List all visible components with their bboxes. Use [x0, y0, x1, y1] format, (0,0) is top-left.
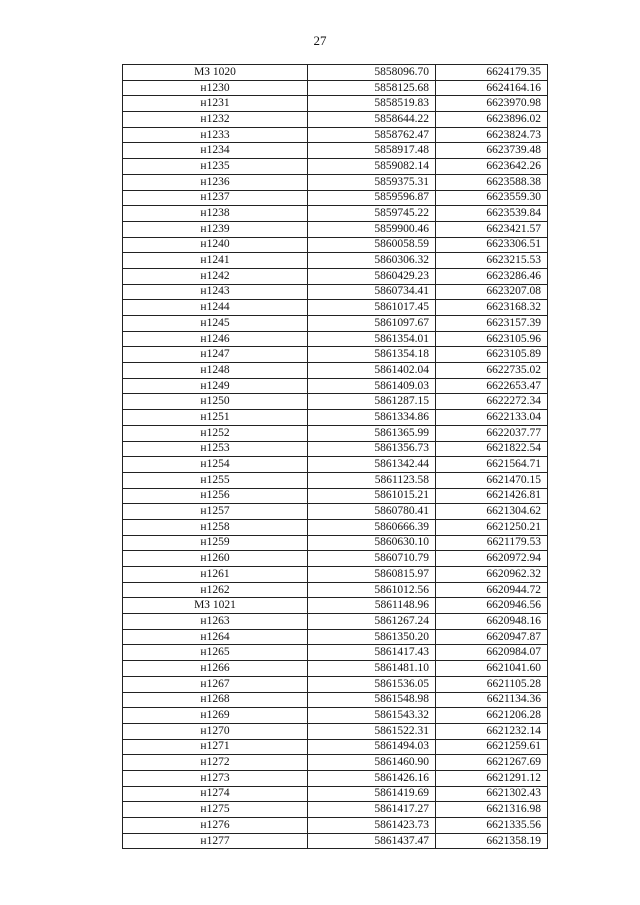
x-coordinate-cell: 5861342.44 [308, 457, 436, 473]
x-coordinate-cell: 5861148.96 [308, 598, 436, 614]
table-row [123, 629, 548, 645]
y-coordinate-cell: 6622272.34 [436, 394, 548, 410]
table-row [123, 488, 548, 504]
table-row [123, 723, 548, 739]
point-name-cell: н1238 [123, 206, 308, 222]
y-coordinate-cell: 6623306.51 [436, 237, 548, 253]
point-name-cell: н1235 [123, 159, 308, 175]
table-row [123, 206, 548, 222]
coordinates-table [122, 64, 548, 849]
y-coordinate-cell: 6620948.16 [436, 614, 548, 630]
point-name-cell: н1233 [123, 127, 308, 143]
table-row [123, 535, 548, 551]
point-name-cell: н1274 [123, 786, 308, 802]
table-row [123, 80, 548, 96]
y-coordinate-cell: 6622133.04 [436, 410, 548, 426]
y-coordinate-cell: 6623559.30 [436, 190, 548, 206]
point-name-cell: н1270 [123, 723, 308, 739]
table-row [123, 457, 548, 473]
y-coordinate-cell: 6622735.02 [436, 363, 548, 379]
point-name-cell: н1259 [123, 535, 308, 551]
x-coordinate-cell: 5858762.47 [308, 127, 436, 143]
x-coordinate-cell: 5860429.23 [308, 268, 436, 284]
point-name-cell: н1261 [123, 567, 308, 583]
y-coordinate-cell: 6621470.15 [436, 472, 548, 488]
x-coordinate-cell: 5861012.56 [308, 582, 436, 598]
y-coordinate-cell: 6621179.53 [436, 535, 548, 551]
y-coordinate-cell: 6621267.69 [436, 755, 548, 771]
table-row [123, 770, 548, 786]
point-name-cell: н1247 [123, 347, 308, 363]
point-name-cell: н1253 [123, 441, 308, 457]
x-coordinate-cell: 5861543.32 [308, 708, 436, 724]
y-coordinate-cell: 6623824.73 [436, 127, 548, 143]
point-name-cell: н1250 [123, 394, 308, 410]
x-coordinate-cell: 5861356.73 [308, 441, 436, 457]
y-coordinate-cell: 6620947.87 [436, 629, 548, 645]
x-coordinate-cell: 5861287.15 [308, 394, 436, 410]
table-row [123, 300, 548, 316]
y-coordinate-cell: 6621206.28 [436, 708, 548, 724]
table-row [123, 127, 548, 143]
x-coordinate-cell: 5861123.58 [308, 472, 436, 488]
y-coordinate-cell: 6623215.53 [436, 253, 548, 269]
point-name-cell: н1251 [123, 410, 308, 426]
table-row [123, 786, 548, 802]
x-coordinate-cell: 5858096.70 [308, 65, 436, 81]
y-coordinate-cell: 6621259.61 [436, 739, 548, 755]
point-name-cell: н1267 [123, 676, 308, 692]
table-row [123, 472, 548, 488]
x-coordinate-cell: 5860815.97 [308, 567, 436, 583]
table-row [123, 551, 548, 567]
x-coordinate-cell: 5861437.47 [308, 833, 436, 849]
x-coordinate-cell: 5861365.99 [308, 425, 436, 441]
point-name-cell: н1249 [123, 378, 308, 394]
point-name-cell: н1265 [123, 645, 308, 661]
table-row [123, 755, 548, 771]
point-name-cell: н1277 [123, 833, 308, 849]
table-row [123, 347, 548, 363]
table-row [123, 833, 548, 849]
x-coordinate-cell: 5858917.48 [308, 143, 436, 159]
y-coordinate-cell: 6623739.48 [436, 143, 548, 159]
x-coordinate-cell: 5860630.10 [308, 535, 436, 551]
y-coordinate-cell: 6623642.26 [436, 159, 548, 175]
y-coordinate-cell: 6620962.32 [436, 567, 548, 583]
point-name-cell: н1234 [123, 143, 308, 159]
x-coordinate-cell: 5861548.98 [308, 692, 436, 708]
point-name-cell: н1244 [123, 300, 308, 316]
y-coordinate-cell: 6623970.98 [436, 96, 548, 112]
y-coordinate-cell: 6621250.21 [436, 519, 548, 535]
y-coordinate-cell: 6621304.62 [436, 504, 548, 520]
x-coordinate-cell: 5859596.87 [308, 190, 436, 206]
point-name-cell: н1243 [123, 284, 308, 300]
y-coordinate-cell: 6622653.47 [436, 378, 548, 394]
table-row [123, 190, 548, 206]
point-name-cell: н1230 [123, 80, 308, 96]
table-row [123, 394, 548, 410]
point-name-cell: н1255 [123, 472, 308, 488]
point-name-cell: н1232 [123, 112, 308, 128]
x-coordinate-cell: 5860734.41 [308, 284, 436, 300]
y-coordinate-cell: 6623539.84 [436, 206, 548, 222]
table-row [123, 661, 548, 677]
y-coordinate-cell: 6621358.19 [436, 833, 548, 849]
point-name-cell: н1263 [123, 614, 308, 630]
x-coordinate-cell: 5859082.14 [308, 159, 436, 175]
table-row [123, 112, 548, 128]
table-row [123, 504, 548, 520]
x-coordinate-cell: 5861423.73 [308, 818, 436, 834]
point-name-cell: н1252 [123, 425, 308, 441]
x-coordinate-cell: 5861354.01 [308, 331, 436, 347]
table-row [123, 692, 548, 708]
y-coordinate-cell: 6620984.07 [436, 645, 548, 661]
x-coordinate-cell: 5860710.79 [308, 551, 436, 567]
y-coordinate-cell: 6621564.71 [436, 457, 548, 473]
x-coordinate-cell: 5861097.67 [308, 316, 436, 332]
y-coordinate-cell: 6620972.94 [436, 551, 548, 567]
y-coordinate-cell: 6620946.56 [436, 598, 548, 614]
x-coordinate-cell: 5861417.43 [308, 645, 436, 661]
x-coordinate-cell: 5860058.59 [308, 237, 436, 253]
y-coordinate-cell: 6620944.72 [436, 582, 548, 598]
y-coordinate-cell: 6621822.54 [436, 441, 548, 457]
x-coordinate-cell: 5861017.45 [308, 300, 436, 316]
x-coordinate-cell: 5861417.27 [308, 802, 436, 818]
table-row [123, 284, 548, 300]
y-coordinate-cell: 6623105.96 [436, 331, 548, 347]
x-coordinate-cell: 5861419.69 [308, 786, 436, 802]
x-coordinate-cell: 5858644.22 [308, 112, 436, 128]
y-coordinate-cell: 6623105.89 [436, 347, 548, 363]
table-row [123, 598, 548, 614]
table-row [123, 316, 548, 332]
x-coordinate-cell: 5861409.03 [308, 378, 436, 394]
y-coordinate-cell: 6621232.14 [436, 723, 548, 739]
point-name-cell: н1275 [123, 802, 308, 818]
point-name-cell: н1241 [123, 253, 308, 269]
x-coordinate-cell: 5861481.10 [308, 661, 436, 677]
page-number: 27 [313, 33, 327, 48]
point-name-cell: н1262 [123, 582, 308, 598]
x-coordinate-cell: 5858519.83 [308, 96, 436, 112]
x-coordinate-cell: 5858125.68 [308, 80, 436, 96]
table-row [123, 253, 548, 269]
point-name-cell: н1256 [123, 488, 308, 504]
point-name-cell: МЗ 1021 [123, 598, 308, 614]
table-row [123, 174, 548, 190]
point-name-cell: н1269 [123, 708, 308, 724]
table-row [123, 268, 548, 284]
x-coordinate-cell: 5861267.24 [308, 614, 436, 630]
table-row [123, 425, 548, 441]
point-name-cell: н1276 [123, 818, 308, 834]
table-row [123, 237, 548, 253]
table-row [123, 708, 548, 724]
point-name-cell: н1245 [123, 316, 308, 332]
point-name-cell: н1254 [123, 457, 308, 473]
table-row [123, 221, 548, 237]
y-coordinate-cell: 6621105.28 [436, 676, 548, 692]
point-name-cell: н1273 [123, 770, 308, 786]
y-coordinate-cell: 6621291.12 [436, 770, 548, 786]
y-coordinate-cell: 6623168.32 [436, 300, 548, 316]
x-coordinate-cell: 5861494.03 [308, 739, 436, 755]
point-name-cell: н1248 [123, 363, 308, 379]
point-name-cell: н1242 [123, 268, 308, 284]
x-coordinate-cell: 5861334.86 [308, 410, 436, 426]
y-coordinate-cell: 6623286.46 [436, 268, 548, 284]
y-coordinate-cell: 6623157.39 [436, 316, 548, 332]
point-name-cell: н1266 [123, 661, 308, 677]
point-name-cell: н1271 [123, 739, 308, 755]
x-coordinate-cell: 5860780.41 [308, 504, 436, 520]
point-name-cell: н1240 [123, 237, 308, 253]
y-coordinate-cell: 6624179.35 [436, 65, 548, 81]
table-row [123, 802, 548, 818]
point-name-cell: н1268 [123, 692, 308, 708]
table-row [123, 143, 548, 159]
table-row [123, 378, 548, 394]
point-name-cell: н1257 [123, 504, 308, 520]
point-name-cell: н1258 [123, 519, 308, 535]
point-name-cell: н1264 [123, 629, 308, 645]
x-coordinate-cell: 5860306.32 [308, 253, 436, 269]
x-coordinate-cell: 5861015.21 [308, 488, 436, 504]
point-name-cell: н1260 [123, 551, 308, 567]
x-coordinate-cell: 5861536.05 [308, 676, 436, 692]
y-coordinate-cell: 6621041.60 [436, 661, 548, 677]
table-row [123, 645, 548, 661]
x-coordinate-cell: 5859745.22 [308, 206, 436, 222]
table-row [123, 410, 548, 426]
y-coordinate-cell: 6623207.08 [436, 284, 548, 300]
table-row [123, 441, 548, 457]
x-coordinate-cell: 5859900.46 [308, 221, 436, 237]
y-coordinate-cell: 6621335.56 [436, 818, 548, 834]
y-coordinate-cell: 6621316.98 [436, 802, 548, 818]
table-row [123, 818, 548, 834]
table-row [123, 614, 548, 630]
table-row [123, 96, 548, 112]
table-row [123, 331, 548, 347]
table-row [123, 676, 548, 692]
point-name-cell: н1272 [123, 755, 308, 771]
table-row [123, 582, 548, 598]
table-row [123, 159, 548, 175]
point-name-cell: н1236 [123, 174, 308, 190]
x-coordinate-cell: 5861350.20 [308, 629, 436, 645]
table-row [123, 65, 548, 81]
point-name-cell: МЗ 1020 [123, 65, 308, 81]
y-coordinate-cell: 6623896.02 [436, 112, 548, 128]
y-coordinate-cell: 6622037.77 [436, 425, 548, 441]
point-name-cell: н1239 [123, 221, 308, 237]
table-row [123, 739, 548, 755]
x-coordinate-cell: 5859375.31 [308, 174, 436, 190]
point-name-cell: н1237 [123, 190, 308, 206]
table-row [123, 567, 548, 583]
point-name-cell: н1231 [123, 96, 308, 112]
x-coordinate-cell: 5861354.18 [308, 347, 436, 363]
x-coordinate-cell: 5861460.90 [308, 755, 436, 771]
y-coordinate-cell: 6623421.57 [436, 221, 548, 237]
point-name-cell: н1246 [123, 331, 308, 347]
y-coordinate-cell: 6621302.43 [436, 786, 548, 802]
y-coordinate-cell: 6621426.81 [436, 488, 548, 504]
x-coordinate-cell: 5861426.16 [308, 770, 436, 786]
x-coordinate-cell: 5861402.04 [308, 363, 436, 379]
x-coordinate-cell: 5860666.39 [308, 519, 436, 535]
y-coordinate-cell: 6621134.36 [436, 692, 548, 708]
y-coordinate-cell: 6624164.16 [436, 80, 548, 96]
x-coordinate-cell: 5861522.31 [308, 723, 436, 739]
table-row [123, 519, 548, 535]
y-coordinate-cell: 6623588.38 [436, 174, 548, 190]
table-row [123, 363, 548, 379]
coordinates-table-body [123, 65, 548, 849]
